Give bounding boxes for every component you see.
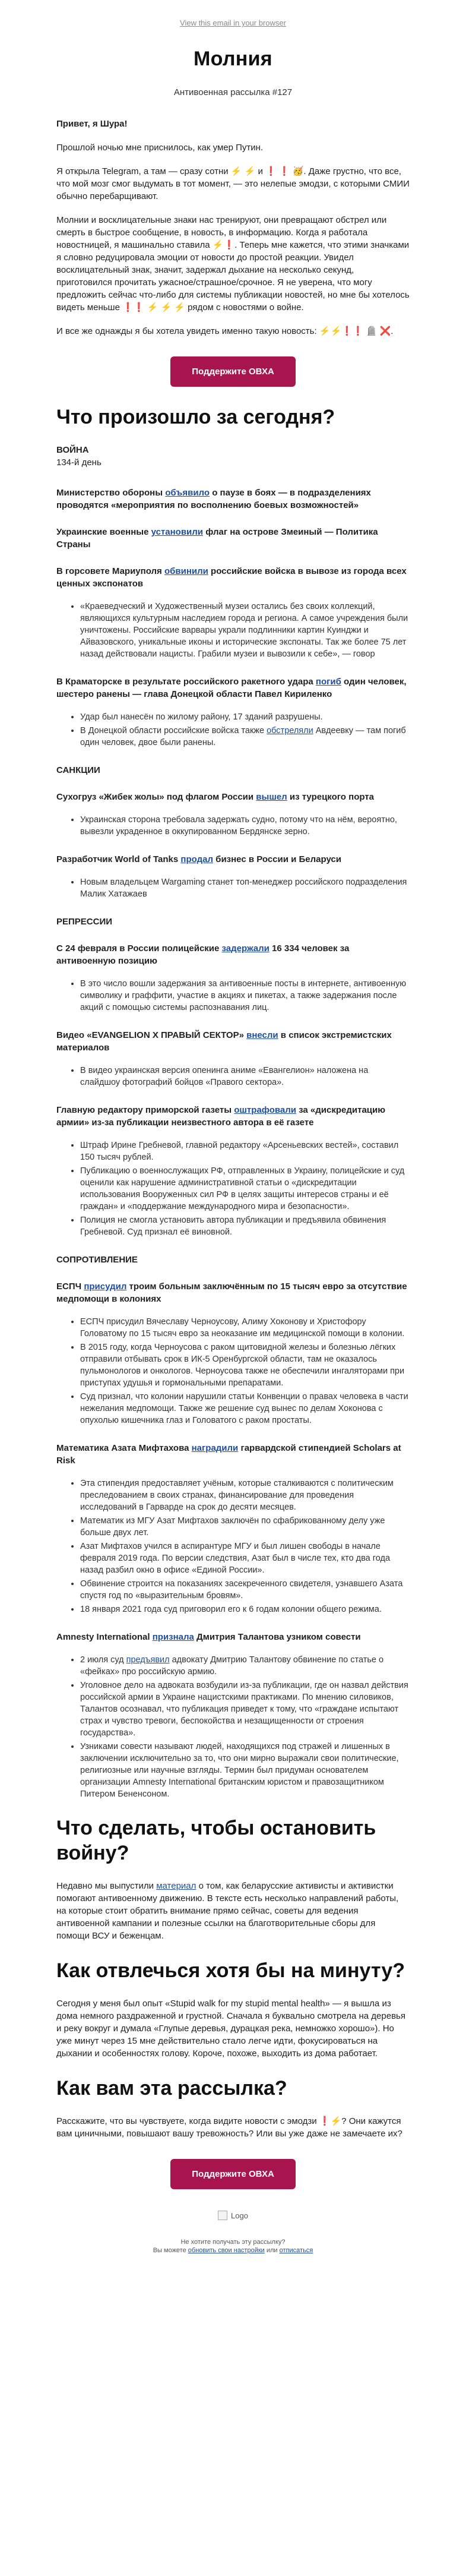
news-detail-item: • Удар был нанесён по жилому району, 17 зданий разрушены. [80, 711, 410, 723]
news-headline: Математика Азата Мифтахова наградили гарвардской стипендией Scholars at Risk [56, 1443, 401, 1466]
support-button[interactable]: Поддержите ОВХА [170, 356, 296, 387]
news-detail-item: • Суд признал, что колонии нарушили статьи Конвенции о правах человека в части нежелания медпомощи. Также же решение суд вынес по делам Хоконова с опухолью кишечника глаз и Головатого с раком простаты. [80, 1391, 410, 1426]
news-link[interactable]: внесли [246, 1030, 278, 1040]
news-detail-item: • 2 июля суд предъявил адвокату Дмитрию Талантову обвинение по статье о «фейках» про российскую армию. [80, 1654, 410, 1678]
news-link[interactable]: обвинили [164, 566, 208, 576]
news-link[interactable]: установили [151, 527, 204, 537]
news-details [56, 601, 410, 660]
news-link[interactable]: признала [152, 1632, 194, 1642]
news-headline: Видео «EVANGELION X ПРАВЫЙ СЕКТОР» внесли в список экстремистских материалов [56, 1030, 392, 1053]
feedback-paragraph: Расскажите, что вы чувствуете, когда видите новости с эмодзи ❗⚡? Они кажутся вам циничными, повышают вашу тревожность? Или вы уже даже не замечаете их? [56, 2116, 402, 2139]
support-button-row [56, 2159, 410, 2189]
intro-paragraph: Молнии и восклицательные знаки нас тренируют, они превращают обстрел или смерть в быстрое сообщение, в новость, в информацию. Когда я работала новостницей, я машинально ставила ⚡❗. Теперь мне кажется, что этими значками я словно редуцировала эмоции от новости до простой реакции. Увидел восклицательный знак, значит, задержал дыхание на несколько секунд, приготовился прочитать ужасное/страшное/срочное. Я не уверена, что могу предложить сейчас что-либо для системы публикации новостей, но мне бы хотелось видеть меньше ❗❗ ⚡ ⚡ ⚡ рядом с новостями о войне. [56, 215, 410, 312]
news-link[interactable]: вышел [256, 792, 287, 802]
material-link[interactable]: материал [156, 1881, 196, 1891]
news-detail-item: • Полиция не смогла установить автора публикации и предъявила обвинения Гребневой. Суд признал её виновной. [80, 1214, 410, 1238]
news-details [56, 711, 410, 749]
view-in-browser-link[interactable]: View this email in your browser [180, 18, 286, 27]
news-detail-item: • Новым владельцем Wargaming станет топ-менеджер российского подразделения Малик Хатажаев [80, 876, 410, 900]
footer [56, 2238, 410, 2255]
news-headline: С 24 февраля в России полицейские задержали 16 334 человек за антивоенную позицию [56, 943, 350, 966]
news-detail-item: • Математик из МГУ Азат Мифтахов заключён по сфабрикованному делу уже больше двух лет. [80, 1515, 410, 1539]
news-detail-item: • Азат Мифтахов учился в аспирантуре МГУ и был лишен свободы в начале февраля 2019 года. По версии следствия, Азат был в числе тех, кто два года назад разбил окно в офисе «Единой России». [80, 1540, 410, 1576]
news-detail-item: • В видео украинская версия опенинга аниме «Евангелион» наложена на слайдшоу фотографий бойцов «Правого сектора». [80, 1065, 410, 1088]
news-details [56, 814, 410, 838]
footer-logo [56, 2211, 410, 2220]
news-headline: Amnesty International признала Дмитрия Талантова узником совести [56, 1632, 361, 1642]
stop-war-paragraph: Недавно мы выпустили материал о том, как беларусские активисты и активистки помогают антивоенному движению. В тексте есть несколько направлений работы, на которые стоит обратить внимание прямо сейчас, советы для ведения антивоенной кампании и полезные ссылки на благотворительные сборы для помощи ВСУ и беженцам. [56, 1881, 399, 1941]
war-day-counter: 134-й день [56, 457, 102, 468]
news-headline: Разработчик World of Tanks продал бизнес в России и Беларуси [56, 854, 341, 864]
category-sanctions: САНКЦИИ [56, 765, 100, 775]
news-details [56, 978, 410, 1014]
news-link[interactable]: задержали [221, 943, 270, 954]
news-link[interactable]: наградили [191, 1443, 239, 1453]
news-link[interactable]: предъявил [126, 1655, 170, 1665]
news-headline: ЕСПЧ присудил троим больным заключённым по 15 тысяч евро за отсутствие медпомощи в колониях [56, 1281, 407, 1304]
news-detail-item: • В Донецкой области российские войска также обстреляли Авдеевку — там погиб один человек, двое были ранены. [80, 725, 410, 749]
issue-subtitle: Антивоенная рассылка #127 [173, 87, 293, 97]
section-heading-feedback: Как вам эта рассылка? [56, 2077, 287, 2100]
section-heading-stop-war: Что сделать, чтобы остановить войну? [56, 1817, 376, 1864]
news-link[interactable]: присудил [84, 1281, 127, 1292]
broken-image-icon [218, 2211, 227, 2220]
news-details [56, 1654, 410, 1800]
preferences-line: Вы можете обновить свои настройки или отписаться [153, 2247, 313, 2254]
category-resistance: СОПРОТИВЛЕНИЕ [56, 1255, 138, 1265]
news-headline: В горсовете Мариуполя обвинили российские войска в вывозе из города всех ценных экспонатов [56, 566, 407, 589]
news-link[interactable]: обстреляли [267, 726, 313, 735]
update-preferences-link[interactable]: обновить свои настройки [188, 2247, 265, 2254]
news-detail-item: • Узниками совести называют людей, находящихся под стражей и лишенных в заключении исключительно за то, что они мирно выражали свои политические, религиозные или научные взгляды. Термин был придуман основателем организации Amnesty International британским юристом и правозащитником Питером Бененсоном. [80, 1741, 410, 1800]
email-container [56, 0, 410, 2255]
news-headline: Главную редактору приморской газеты оштрафовали за «дискредитацию армии» из-за публикации неизвестного автора в её газете [56, 1105, 386, 1128]
browser-link-row [56, 0, 410, 34]
news-details [56, 1065, 410, 1088]
news-detail-item: • Публикацию о военнослужащих РФ, отправленных в Украину, полицейские и суд оценили как нарушение административной статьи о «дискредитации использования Вооруженных сил РФ в целях защиты интересов страны и её граждан» и «поддержание международного мира и безопасности». [80, 1165, 410, 1213]
unsubscribe-question: Не хотите получать эту рассылку? [180, 2239, 286, 2246]
news-headline: В Краматорске в результате российского ракетного удара погиб один человек, шестеро ранены — глава Донецкой области Павел Кириленко [56, 677, 407, 699]
news-detail-item: • 18 января 2021 года суд приговорил его к 6 годам колонии общего режима. [80, 1603, 410, 1615]
news-details [56, 876, 410, 900]
intro-paragraph: Прошлой ночью мне приснилось, как умер Путин. [56, 143, 264, 153]
news-detail-item: • Уголовное дело на адвоката возбудили из-за публикации, где он назвал действия российской армии в Украине нацистскими практиками. По мнению силовиков, Талантов осознавал, что публикация приведет к тому, что «граждане испытают страх и чувство тревоги, беспокойства и незащищенности от строения государства». [80, 1680, 410, 1739]
section-heading-distract: Как отвлечься хотя бы на минуту? [56, 1959, 405, 1982]
section-heading-today: Что произошло за сегодня? [56, 406, 335, 428]
news-detail-item: • Штраф Ирине Гребневой, главной редактору «Арсеньевских вестей», составил 150 тысяч рублей. [80, 1139, 410, 1163]
support-button-row [56, 356, 410, 387]
news-detail-item: • В 2015 году, когда Черноусова с раком щитовидной железы и болезнью лёгких отправили отбывать срок в ИК-5 Оренбургской области, там не оказалось пульмонологов и онкологов. Черноусова также не обеспечили ингаляторами при приступах удушья и гормональными препаратами. [80, 1341, 410, 1389]
unsubscribe-link[interactable]: отписаться [279, 2247, 313, 2254]
news-headline: Министерство обороны объявило о паузе в боях — в подразделениях проводятся «мероприятия по восполнению боевых возможностей» [56, 488, 371, 510]
news-details [56, 1316, 410, 1426]
news-link[interactable]: продал [180, 854, 214, 864]
news-link[interactable]: погиб [315, 677, 341, 687]
news-detail-item: • Обвинение строится на показаниях засекреченного свидетеля, узнавшего Азата спустя год по «выразительным бровям». [80, 1578, 410, 1602]
category-repressions: РЕПРЕССИИ [56, 917, 113, 927]
news-link[interactable]: оштрафовали [234, 1105, 296, 1115]
news-detail-item: • ЕСПЧ присудил Вячеславу Черноусову, Алиму Хоконову и Христофору Головатому по 15 тысяч евро за неоказание им медицинской помощи в колонии. [80, 1316, 410, 1340]
news-detail-item: • В это число вошли задержания за антивоенные посты в интернете, антивоенную символику и граффити, участие в акциях и пикетах, а также задержания после акций с помощью системы распознавания лиц. [80, 978, 410, 1014]
news-detail-item: • «Краеведческий и Художественный музеи остались без своих коллекций, являющихся культурным наследием города и региона. А самое учреждения были уничтожены. Российские варвары украли подлинники картин Куинджи и Айвазовского, уникальные иконы и исторические экспонаты. Так же более 75 лет назад действовали нацисты. Грабили музеи и вывозили к себе», — говор [80, 601, 410, 660]
newsletter-title: Молния [194, 48, 272, 70]
category-war: ВОЙНА [56, 445, 89, 455]
news-detail-item: • Украинская сторона требовала задержать судно, потому что на нём, вероятно, вывезли украденное в оккупированном Бердянске зерно. [80, 814, 410, 838]
intro-paragraph: Я открыла Telegram, а там — сразу сотни ⚡ ⚡ и ❗ ❗ 🥳. Даже грустно, что все, что мой мозг смог выдумать в тот момент, — это нелепые эмодзи, с которыми СМИИ обычно перебарщивают. [56, 166, 410, 201]
greeting: Привет, я Шура! [56, 119, 128, 129]
news-details [56, 1478, 410, 1615]
masthead [56, 48, 410, 97]
news-detail-item: • Эта стипендия предоставляет учёным, которые сталкиваются с политическим преследованием в своих странах, финансирование для проведения исследований в Гарварде на срок до десяти месяцев. [80, 1478, 410, 1513]
distract-paragraph: Сегодня у меня был опыт «Stupid walk for my stupid mental health» — я вышла из дома немного раздраженной и грустной. Сначала я буквально смотрела на деревья и реку вокруг и думала «Глупые деревья, дурацкая река, немножко хорошо»). Но уже минут через 15 мне действительно стало легче идти, фокусироваться на дыхании и особенностях голову. Короче, похоже, выходить из дома работает. [56, 1999, 405, 2059]
news-link[interactable]: объявило [165, 488, 210, 498]
logo-alt-text: Logo [231, 2211, 248, 2220]
news-headline: Украинские военные установили флаг на острове Змеиный — Политика Страны [56, 527, 378, 550]
news-details [56, 1139, 410, 1238]
support-button[interactable]: Поддержите ОВХА [170, 2159, 296, 2189]
intro-paragraph: И все же однажды я бы хотела увидеть именно такую новость: ⚡⚡❗❗ 🪦 ❌. [56, 326, 394, 336]
news-headline: Сухогруз «Жибек жолы» под флагом России вышел из турецкого порта [56, 792, 375, 802]
